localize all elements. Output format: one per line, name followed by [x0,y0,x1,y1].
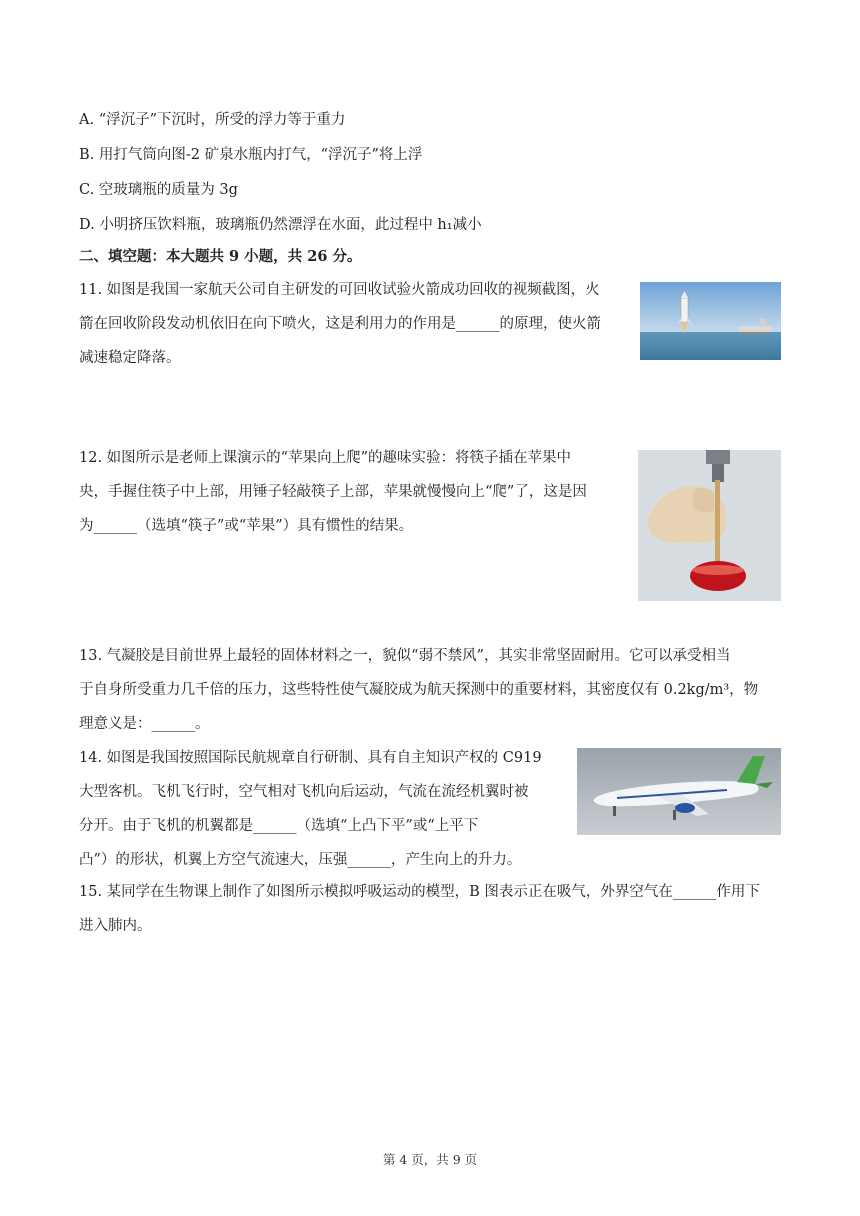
q12-line-1: 12. 如图所示是老师上课演示的“苹果向上爬”的趣味实验：将筷子插在苹果中 [79,450,571,466]
option-a: A. “浮沉子”下沉时，所受的浮力等于重力 [79,112,346,128]
option-d: D. 小明挤压饮料瓶，玻璃瓶仍然漂浮在水面，此过程中 h₁减小 [79,217,482,233]
q15-line-2: 进入肺内。 [79,918,152,934]
section-heading: 二、填空题：本大题共 9 小题，共 26 分。 [79,248,362,265]
option-b: B. 用打气筒向图-2 矿泉水瓶内打气，“浮沉子”将上浮 [79,147,423,163]
q11-line-2: 箭在回收阶段发动机依旧在向下喷火，这是利用力的作用是______的原理，使火箭 [79,316,601,332]
q12-line-2: 央，手握住筷子中上部，用锤子轻敲筷子上部，苹果就慢慢向上“爬”了，这是因 [79,484,587,500]
q14-line-2: 大型客机。飞机飞行时，空气相对飞机向后运动，气流在流经机翼时被 [79,784,529,800]
q14-line-1: 14. 如图是我国按照国际民航规章自行研制、具有自主知识产权的 C919 [79,750,542,766]
q13-line-1: 13. 气凝胶是目前世界上最轻的固体材料之一，貌似“弱不禁风”，其实非常坚固耐用。它可以承受相当 [79,648,731,664]
apple-experiment-image [638,450,781,601]
page-footer: 第 4 页，共 9 页 [382,1152,478,1167]
q11-line-1: 11. 如图是我国一家航天公司自主研发的可回收试验火箭成功回收的视频截图，火 [79,282,600,298]
q14-line-3: 分开。由于飞机的机翼都是______（选填“上凸下平”或“上平下 [79,818,479,834]
c919-airplane-image [577,748,781,835]
q11-line-3: 减速稳定降落。 [79,350,181,366]
q12-line-3: 为______（选填“筷子”或“苹果”）具有惯性的结果。 [79,518,414,534]
q13-line-3: 理意义是：______。 [79,716,210,732]
rocket-landing-image [640,282,781,360]
q14-line-4: 凸”）的形状，机翼上方空气流速大，压强______，产生向上的升力。 [79,852,522,868]
option-c: C. 空玻璃瓶的质量为 3g [79,182,238,198]
q15-line-1: 15. 某同学在生物课上制作了如图所示模拟呼吸运动的模型，B 图表示正在吸气，外界空气在______作用下 [79,884,760,900]
q13-line-2: 于自身所受重力几千倍的压力，这些特性使气凝胶成为航天探测中的重要材料，其密度仅有 0.2kg/m³，物 [79,682,759,698]
